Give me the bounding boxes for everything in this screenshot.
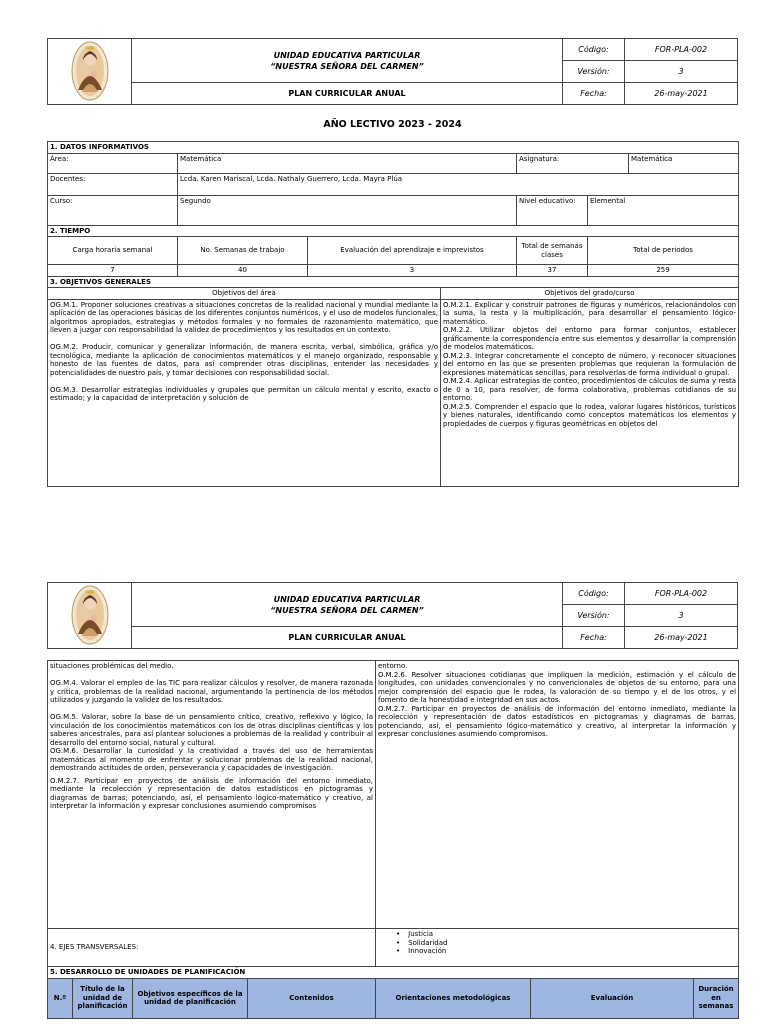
area-cont-1: situaciones problémicas del medio. [50,662,174,670]
unidades-header-orientaciones: Orientaciones metodológicas [376,978,531,1018]
plan-title: PLAN CURRICULAR ANUAL [132,627,563,649]
eje-item: • Innovación [396,947,736,956]
tiempo-value-periodos: 259 [588,265,739,277]
curso-value: Segundo [178,195,517,225]
eje-item: • Justicia [396,930,736,939]
grado-cont-1: entorno. [378,662,408,670]
school-line-1: UNIDAD EDUCATIVA PARTICULAR [273,594,421,604]
objetivos-grado-header: Objetivos del grado/curso [441,288,739,300]
og-m6: OG.M.6. Desarrollar la curiosidad y la creatividad a través del uso de herramientas matemáticas al momento de enfrentar y solucionar problemas de la realidad nacional, demostrando actitudes de orden, perseverancia y capacidades de investigación. [50,747,373,772]
tiempo-value-evaluacion: 3 [308,265,517,277]
objetivos-section: 3. OBJETIVOS GENERALES [48,276,739,288]
header-block-1 [47,38,738,105]
unidades-header-duracion: Duración en semanas [694,978,739,1018]
fecha-label: Fecha: [563,83,625,105]
om-2-5: O.M.2.5. Comprender el espacio que lo rodea, valorar lugares históricos, turísticos y bienes naturales, identificando como conceptos matemáticos los elementos y propiedades de cuerpos y figuras geométricas en objetos del [443,402,737,428]
og-m5: OG.M.5. Valorar, sobre la base de un pensamiento crítico, creativo, reflexivo y lógico, la vinculación de los conocimientos matemáticos con los de otras disciplinas científicas y los saberes ancestrales, para así plantear soluciones a problemas de la realidad y contribuir al desarrollo del entorno social, natural y cultural. [50,713,373,747]
ejes-list-cell [376,929,739,967]
objetivos-area-cell [48,299,441,486]
om-2-1: O.M.2.1. Explicar y construir patrones de figuras y numéricos, relacionándolos con la suma, la resta y la multiplicación, para desarrollar el pensamiento lógico-matemático. [443,300,737,326]
header-block-2 [47,582,738,649]
og-m1: OG.M.1. Proponer soluciones creativas a situaciones concretas de la realidad nacional y mundial mediante la aplicación de las operaciones básicas de los diferentes conjuntos numéricos, y el uso de modelos funcionales, algoritmos apropiados, estrategias y métodos formales y no formales de razonamiento matemático, que lleven a juzgar con responsabilidad la validez de procedimientos y los resultados en un contexto. [50,300,438,334]
objetivos-grado-cont-cell [376,661,739,929]
school-line-2: “NUESTRA SEÑORA DEL CARMEN” [270,605,424,615]
logo-cell [48,39,132,105]
unidades-header-titulo: Título de la unidad de planificación [73,978,133,1018]
unidades-header-objetivos: Objetivos específicos de la unidad de planificación [133,978,248,1018]
asignatura-label: Asignatura: [517,153,629,173]
om-2-4: O.M.2.4. Aplicar estrategias de conteo, procedimientos de cálculos de suma y resta de 0 a 10, para resolver, de forma colaborativa, problemas cotidianos de su entorno. [443,377,737,402]
datos-section: 1. DATOS INFORMATIVOS [48,142,739,154]
om-2-7-area: O.M.2.7. Participar en proyectos de análisis de información del entorno inmediato, mediante la recolección y representación de datos estadísticos en pictogramas y diagramas de barras; potenciando, así, el pensamiento lógico-matemático y creativo, al interpretar la información y expresar conclusiones asumiendo compromisos [50,776,373,810]
om-2-6: O.M.2.6. Resolver situaciones cotidianas que impliquen la medición, estimación y el cálculo de longitudes, con unidades convencionales y no convencionales de objetos de su entorno, para una mejor comprensión del espacio que le rodea, la valoración de su tiempo y el de los otros, y el fomento de la honestidad e integridad en sus actos. [378,670,737,704]
tiempo-header-semanas: No. Semanas de trabajo [178,237,308,265]
objetivos-grado-cell [441,299,739,486]
og-m3: OG.M.3. Desarrollar estrategias individuales y grupales que permitan un cálculo mental y escrito, exacto o estimado; y la capacidad de interpretación y solución de [50,385,438,402]
og-m4: OG.M.4. Valorar el empleo de las TIC para realizar cálculos y resolver, de manera razonada y crítica, problemas de la realidad nacional, argumentando la pertinencia de los métodos utilizados y juzgando la validez de los resultados. [50,679,373,704]
virgin-logo-icon [70,40,110,102]
virgin-logo-icon [70,584,110,646]
curso-label: Curso: [48,195,178,225]
ejes-label: 4. EJES TRANSVERSALES: [48,929,376,967]
school-line-1: UNIDAD EDUCATIVA PARTICULAR [273,50,421,60]
school-name [132,39,563,83]
om-2-2: O.M.2.2. Utilizar objetos del entorno para formar conjuntos, establecer gráficamente la correspondencia entre sus elementos y desarrollar la comprensión de modelos matemáticos. [443,326,737,351]
eje-item: • Solidaridad [396,939,736,948]
codigo-value: FOR-PLA-002 [625,583,738,605]
codigo-value: FOR-PLA-002 [625,39,738,61]
nivel-label: Nivel educativo: [517,195,588,225]
school-line-2: “NUESTRA SEÑORA DEL CARMEN” [270,61,424,71]
version-value: 3 [625,61,738,83]
fecha-value: 26-may-2021 [625,83,738,105]
unidades-header-numero: N.º [48,978,73,1018]
tiempo-header-periodos: Total de periodos [588,237,739,265]
tiempo-header-evaluacion: Evaluación del aprendizaje e imprevistos [308,237,517,265]
fecha-value: 26-may-2021 [625,627,738,649]
unidades-header-contenidos: Contenidos [248,978,376,1018]
om-2-7: O.M.2.7. Participar en proyectos de análisis de información del entorno inmediato, mediante la recolección y representación de datos estadísticos en pictogramas y diagramas de barras, potenciando, así, el pensamiento lógico-matemático y creativo, al interpretar la información y expresar conclusiones asumiendo compromisos. [378,704,737,738]
tiempo-header-total-semanas: Total de semanas clases [517,237,588,265]
version-value: 3 [625,605,738,627]
asignatura-value: Matemática [629,153,739,173]
codigo-label: Código: [563,39,625,61]
fecha-label: Fecha: [563,627,625,649]
docentes-label: Docentes: [48,173,178,195]
tiempo-header-carga: Carga horaria semanal [48,237,178,265]
objetivos-area-header: Objetivos del área [48,288,441,300]
version-label: Versión: [563,61,625,83]
og-m2: OG.M.2. Producir, comunicar y generalizar información, de manera escrita, verbal, simbólica, gráfica y/o tecnológica, mediante la aplicación de conocimientos matemáticos y el manejo organizado, responsable y honesto de las fuentes de datos, para así comprender otras disciplinas, entender las necesidades y potencialidades de nuestro país, y tomar decisiones con responsabilidad social. [50,343,438,377]
tiempo-value-semanas: 40 [178,265,308,277]
logo-cell [48,583,132,649]
version-label: Versión: [563,605,625,627]
codigo-label: Código: [563,583,625,605]
om-2-3: O.M.2.3. Integrar concretamente el concepto de número, y reconocer situaciones del entorno en las que se presenten problemas que requieran la formulación de expresiones matemáticas sencillas, para resolverlas de forma individual o grupal. [443,351,737,377]
docentes-value: Lcda. Karen Mariscal, Lcda. Nathaly Guerrero, Lcda. Mayra Plúa [178,173,739,195]
ejes-list [378,930,736,956]
objetivos-area-cont-cell [48,661,376,929]
page2-table [47,660,739,1019]
tiempo-section: 2. TIEMPO [48,225,739,237]
school-name [132,583,563,627]
plan-title: PLAN CURRICULAR ANUAL [132,83,563,105]
unidades-header-evaluacion: Evaluación [531,978,694,1018]
page1-table [47,141,739,487]
year-title: AÑO LECTIVO 2023 - 2024 [323,119,462,130]
tiempo-value-total-semanas: 37 [517,265,588,277]
nivel-value: Elemental [588,195,739,225]
area-label: Área: [48,153,178,173]
tiempo-value-carga: 7 [48,265,178,277]
area-value: Matemática [178,153,517,173]
unidades-section: 5. DESARROLLO DE UNIDADES DE PLANIFICACIÓN [48,967,739,979]
